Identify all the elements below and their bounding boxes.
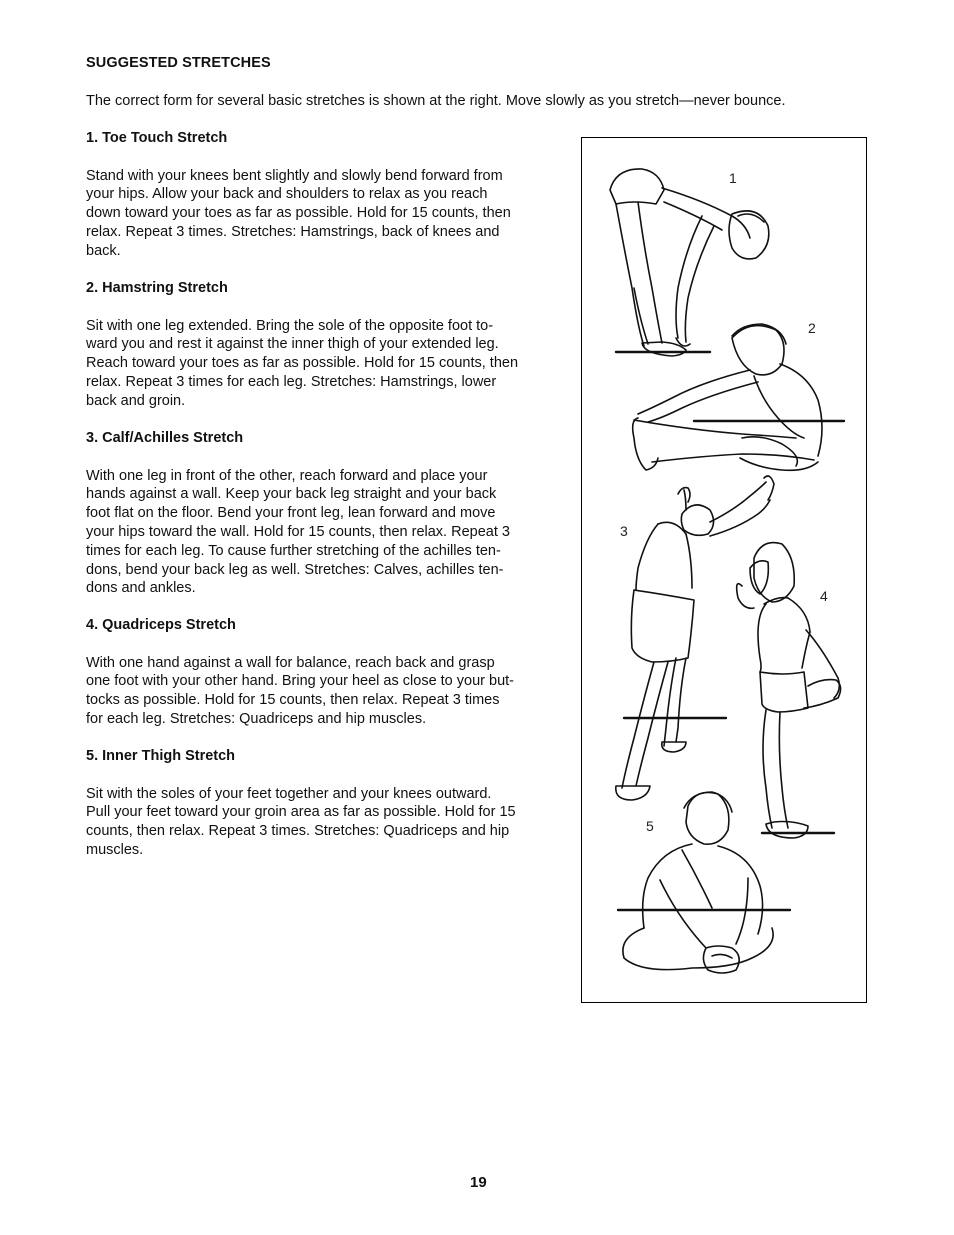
quadriceps-figure [737, 543, 841, 838]
section-title: 2. Hamstring Stretch [86, 280, 228, 296]
section-calf-achilles [86, 429, 561, 598]
stretches-illustration [581, 137, 867, 1003]
section-title: 5. Inner Thigh Stretch [86, 748, 236, 764]
page-number: 19 [470, 1174, 487, 1191]
section-body: With one hand against a wall for balance, reach back and grasp one foot with your other hand. Bring your heel as close to your but- tocks as possible. Hold for 15 counts, then relax. Repeat 3 times for each leg. Stretches: Quadriceps and hip muscles. [86, 654, 514, 727]
section-body: Stand with your knees bent slightly and slowly bend forward from your hips. Allow your back and shoulders to relax as you reach down toward your toes as far as possible. Hold for 15 counts, then relax. Repeat 3 times. Stretches: Hamstrings, back of knees and back. [86, 167, 511, 259]
intro-paragraph: The correct form for several basic stretches is shown at the right. Move slowly as you stretch—never bounce. [86, 93, 786, 109]
section-title: 1. Toe Touch Stretch [86, 130, 228, 146]
inner-thigh-figure [618, 792, 790, 973]
section-toe-touch [86, 129, 561, 261]
stretch-figures-drawing [582, 138, 868, 1004]
figure-label-3: 3 [620, 523, 628, 539]
section-title: 3. Calf/Achilles Stretch [86, 430, 244, 446]
figure-label-5: 5 [646, 818, 654, 834]
figure-label-1: 1 [729, 170, 737, 186]
section-quadriceps [86, 616, 561, 729]
section-body: Sit with the soles of your feet together and your knees outward. Pull your feet toward your groin area as far as possible. Hold for 15 counts, then relax. Repeat 3 times. Stretches: Quadriceps and hip muscles. [86, 785, 516, 858]
figure-label-2: 2 [808, 320, 816, 336]
section-hamstring [86, 279, 561, 411]
section-body: With one leg in front of the other, reach forward and place your hands against a wall. Keep your back leg straight and your back foot flat on the floor. Bend your front leg, lean forward and move your hips toward the wall. Hold for 15 counts, then relax. Repeat 3 times for each leg. To cause further stretching of the achilles ten- dons, bend your back leg as well. Stretches: Calves, achilles ten- dons and ankles. [86, 467, 510, 597]
section-body: Sit with one leg extended. Bring the sole of the opposite foot to- ward you and rest it against the inner thigh of your extended leg. Reach toward your toes as far as possible. Hold for 15 counts, then relax. Repeat 3 times for each leg. Stretches: Hamstrings, lower back and groin. [86, 317, 519, 409]
page-heading: SUGGESTED STRETCHES [86, 55, 271, 71]
section-title: 4. Quadriceps Stretch [86, 617, 236, 633]
figure-label-4: 4 [820, 588, 828, 604]
section-inner-thigh [86, 747, 561, 860]
hamstring-figure [633, 324, 844, 470]
calf-achilles-figure [616, 476, 774, 800]
